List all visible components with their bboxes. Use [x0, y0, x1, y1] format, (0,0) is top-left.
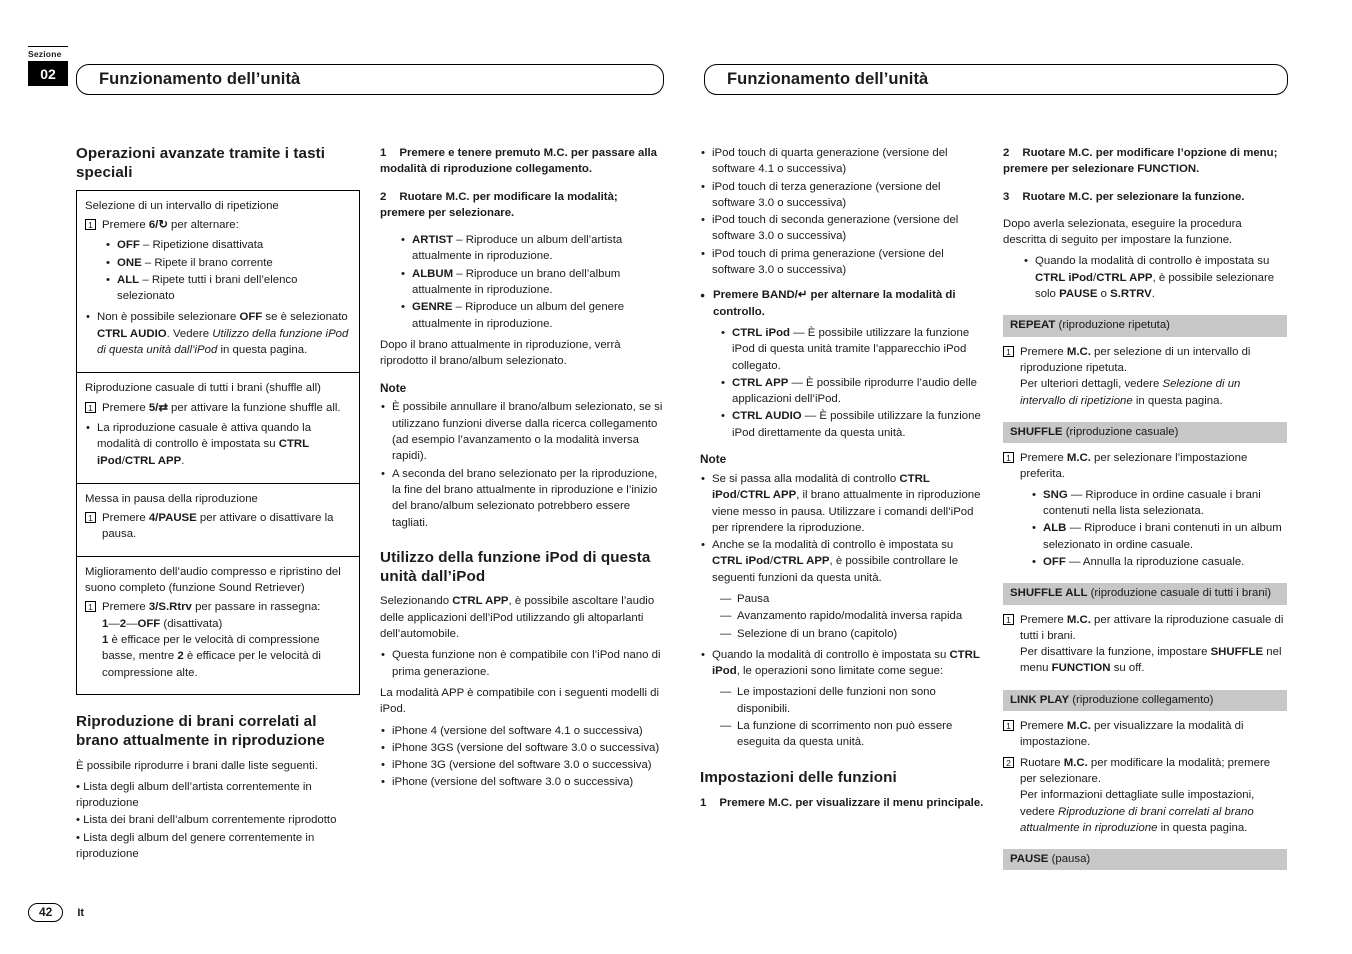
list-item: • A seconda del brano selezionato per la riproduzione, la fine del brano attualmente in riproduzione e l’inizio del brano/album selezionato potrebbero essere tagliati. [380, 466, 664, 531]
numbered-item: 1 Premere M.C. per selezione di un intervallo di riproduzione ripetuta. Per ulteriori dettagli, vedere Selezione di un intervallo di ripetizione in questa pagina. [1003, 344, 1287, 409]
page-number-badge: 42 [28, 903, 63, 922]
page-footer [28, 903, 84, 922]
numbered-item: 2 Ruotare M.C. per modificare la modalità; premere per selezionare. Per informazioni dettagliate sulle impostazioni, vedere Riproduzione di brani correlati al brano attualmente in riproduzione in questa pagina. [1003, 755, 1287, 836]
list-item: • Se si passa alla modalità di controllo CTRL iPod/CTRL APP, il brano attualmente in riproduzione viene messo in pausa. Utilizzare i comandi dell’iPod per riprendere la riproduzione. [700, 471, 984, 536]
section-heading: Utilizzo della funzione iPod di questa unità dall’iPod [380, 548, 651, 585]
list-item: • iPhone 3GS (versione del software 3.0 o successiva) [380, 740, 664, 756]
bullet-list [1031, 487, 1287, 570]
dash-list [720, 684, 984, 750]
list-item: • Lista degli album del genere correntemente in riproduzione [76, 830, 360, 863]
bullet-list [85, 420, 351, 469]
list-item: — Pausa [720, 591, 984, 607]
step-number-box: 1 [1003, 720, 1014, 731]
list-item: • ALBUM – Riproduce un brano dell’album attualmente in riproduzione. [400, 266, 664, 299]
box-section [77, 557, 359, 694]
list-item: — Avanzamento rapido/modalità inversa rapida [720, 608, 984, 624]
box-section-title: Selezione di un intervallo di ripetizione [85, 199, 279, 212]
section-number-badge: 02 [28, 61, 68, 86]
step-number-box: 1 [85, 219, 96, 230]
bullet-list [1023, 253, 1287, 302]
list-item: • ARTIST – Riproduce un album dell’artista attualmente in riproduzione. [400, 232, 664, 265]
box-section [77, 484, 359, 557]
list-item: • iPod touch di prima generazione (versione del software 3.0 o successiva) [700, 246, 984, 279]
numbered-item: 1 Premere 6/↻ per alternare: [85, 217, 351, 233]
list-item: • CTRL AUDIO — È possibile utilizzare la funzione iPod direttamente da questa unità. [720, 408, 984, 441]
page-content [76, 145, 1290, 877]
chapter-title-right: Funzionamento dell’unità [704, 64, 1288, 95]
bullet-list [76, 779, 360, 862]
list-item: • Quando la modalità di controllo è impostata su CTRL iPod/CTRL APP, è possibile selezionare solo PAUSE o S.RTRV. [1023, 253, 1287, 302]
bullet-list [380, 399, 664, 530]
list-item: • OFF — Annulla la riproduzione casuale. [1031, 554, 1287, 570]
numbered-step: 3 Ruotare M.C. per selezionare la funzione. [1003, 190, 1245, 203]
box-section-title: Messa in pausa della riproduzione [85, 492, 258, 505]
numbered-item: 1 Premere 5/⇄ per attivare la funzione shuffle all. [85, 400, 351, 416]
step-number: 1 [380, 147, 387, 159]
list-item: • La riproduzione casuale è attiva quando la modalità di controllo è impostata su CTRL iPod/CTRL APP. [85, 420, 351, 469]
step-number-box: 1 [85, 512, 96, 523]
bullet-list [700, 471, 984, 586]
numbered-step: 2 Ruotare M.C. per modificare la modalità; premere per selezionare. [380, 190, 618, 219]
list-item: • Lista dei brani dell’album correntemente riprodotto [76, 812, 360, 828]
bullet-list [400, 232, 664, 332]
list-item: • ALB — Riproduce i brani contenuti in un album selezionato in ordine casuale. [1031, 520, 1287, 553]
list-item: • SNG — Riproduce in ordine casuale i brani contenuti nella lista selezionata. [1031, 487, 1287, 520]
column-2 [380, 145, 664, 796]
function-menu-header: LINK PLAY (riproduzione collegamento) [1003, 690, 1287, 711]
numbered-step: 2 Ruotare M.C. per modificare l’opzione di menu; premere per selezionare FUNCTION. [1003, 147, 1278, 176]
note-heading: Note [700, 452, 727, 467]
function-menu-header: REPEAT (riproduzione ripetuta) [1003, 315, 1287, 336]
language-label: It [77, 906, 85, 919]
list-item: • Quando la modalità di controllo è impostata su CTRL iPod, le operazioni sono limitate come segue: [700, 647, 984, 680]
function-menu-header: SHUFFLE ALL (riproduzione casuale di tutti i brani) [1003, 583, 1287, 604]
bullet-list [380, 647, 664, 680]
box-section-title: Riproduzione casuale di tutti i brani (shuffle all) [85, 382, 321, 395]
list-item: • iPhone 4 (versione del software 4.1 o successiva) [380, 723, 664, 739]
step-number-box: 1 [85, 402, 96, 413]
function-menu-header: PAUSE (pausa) [1003, 849, 1287, 870]
box-section [77, 373, 359, 483]
numbered-item: 1 Premere M.C. per attivare la riproduzione casuale di tutti i brani. Per disattivare la funzione, impostare SHUFFLE nel menu FUNCTION su off. [1003, 612, 1287, 677]
note-heading: Note [380, 380, 407, 395]
numbered-item: 1 Premere M.C. per selezionare l’impostazione preferita. [1003, 450, 1287, 483]
list-item: • iPhone 3G (versione del software 3.0 o successiva) [380, 757, 664, 773]
step-number: 2 [1003, 147, 1010, 159]
list-item: • ALL – Ripete tutti i brani dell’elenco selezionato [105, 272, 351, 305]
numbered-item: 1 Premere 4/PAUSE per attivare o disattivare la pausa. [85, 510, 351, 543]
column-3 [700, 145, 984, 822]
dash-list [720, 591, 984, 642]
column-1 [76, 145, 360, 867]
paragraph: Dopo averla selezionata, eseguire la procedura descritta di seguito per impostare la funzione. [1003, 217, 1242, 247]
list-item: • iPod touch di quarta generazione (versione del software 4.1 o successiva) [700, 145, 984, 178]
box-section-title: Miglioramento dell’audio compresso e ripristino del suono completo (funzione Sound Retriever) [85, 565, 341, 595]
paragraph: Dopo il brano attualmente in riproduzione, verrà riprodotto il brano/album selezionato. [380, 338, 621, 368]
list-item: • iPhone (versione del software 3.0 o successiva) [380, 774, 664, 790]
column-4 [1003, 145, 1287, 877]
paragraph: È possibile riprodurre i brani dalle liste seguenti. [76, 759, 318, 772]
list-item: — Selezione di un brano (capitolo) [720, 626, 984, 642]
paragraph: La modalità APP è compatibile con i seguenti modelli di iPod. [380, 686, 660, 716]
list-item: • Non è possibile selezionare OFF se è selezionato CTRL AUDIO. Vedere Utilizzo della funzione iPod di questa unità dall’iPod in questa pagina. [85, 309, 351, 358]
box-section [77, 191, 359, 374]
paragraph: Selezionando CTRL APP, è possibile ascoltare l’audio delle applicazioni dell’iPod utilizzando gli altoparlanti dell’automobile. [380, 595, 655, 641]
step-number: 3 [1003, 190, 1010, 203]
control-instruction: ● Premere BAND/↵ per alternare la modalità di controllo. [700, 287, 984, 320]
list-item: • CTRL iPod — È possibile utilizzare la funzione iPod di questa unità tramite l’apparecchio iPod collegato. [720, 325, 984, 374]
bullet-list [105, 237, 351, 304]
quick-reference-box [76, 190, 360, 695]
step-number-box: 1 [1003, 346, 1014, 357]
list-item: — La funzione di scorrimento non può essere eseguita da questa unità. [720, 718, 984, 751]
list-item: • OFF – Ripetizione disattivata [105, 237, 351, 253]
section-rule [28, 46, 68, 47]
section-label: Sezione [28, 49, 62, 59]
step-number: 2 [380, 190, 387, 203]
section-tab [28, 46, 72, 86]
step-number-box: 1 [1003, 452, 1014, 463]
section-heading: Operazioni avanzate tramite i tasti speciali [76, 145, 326, 181]
list-item: — Le impostazioni delle funzioni non sono disponibili. [720, 684, 984, 717]
list-item: • CTRL APP — È possibile riprodurre l’audio delle applicazioni dell’iPod. [720, 375, 984, 408]
numbered-item: 1 Premere M.C. per visualizzare la modalità di impostazione. [1003, 718, 1287, 751]
numbered-step: 1 Premere M.C. per visualizzare il menu principale. [700, 796, 984, 809]
chapter-title-left: Funzionamento dell’unità [76, 64, 664, 95]
bullet-list [380, 723, 664, 791]
section-heading: Riproduzione di brani correlati al brano attualmente in riproduzione [76, 712, 325, 749]
list-item: • Anche se la modalità di controllo è impostata su CTRL iPod/CTRL APP, è possibile controllare le seguenti funzioni da questa unità. [700, 537, 984, 586]
step-number-box: 1 [85, 601, 96, 612]
function-menu-header: SHUFFLE (riproduzione casuale) [1003, 422, 1287, 443]
numbered-item: 1 Premere 3/S.Rtrv per passare in rassegna: 1—2—OFF (disattivata) 1 è efficace per le velocità di compressione basse, mentre 2 è efficace per le velocità di compressione alte. [85, 599, 351, 680]
step-number: 1 [700, 796, 707, 809]
list-item: • Questa funzione non è compatibile con l’iPod nano di prima generazione. [380, 647, 664, 680]
list-item: • È possibile annullare il brano/album selezionato, se si utilizzano funzioni diverse dalla ricerca collegamento (ad esempio l’avanzamento o la modalità inversa rapidi). [380, 399, 664, 464]
list-item: • iPod touch di terza generazione (versione del software 3.0 o successiva) [700, 179, 984, 212]
section-heading: Impostazioni delle funzioni [700, 768, 897, 786]
list-item: • ONE – Ripete il brano corrente [105, 255, 351, 271]
bullet-list [700, 145, 984, 278]
bullet-list [700, 647, 984, 680]
step-number-box: 2 [1003, 757, 1014, 768]
bullet-list [720, 325, 984, 441]
list-item: • iPod touch di seconda generazione (versione del software 3.0 o successiva) [700, 212, 984, 245]
bullet-list [85, 309, 351, 358]
list-item: • Lista degli album dell’artista correntemente in riproduzione [76, 779, 360, 812]
list-item: • GENRE – Riproduce un album del genere attualmente in riproduzione. [400, 299, 664, 332]
numbered-step: 1 Premere e tenere premuto M.C. per passare alla modalità di riproduzione collegamento. [380, 147, 658, 176]
step-number-box: 1 [1003, 614, 1014, 625]
